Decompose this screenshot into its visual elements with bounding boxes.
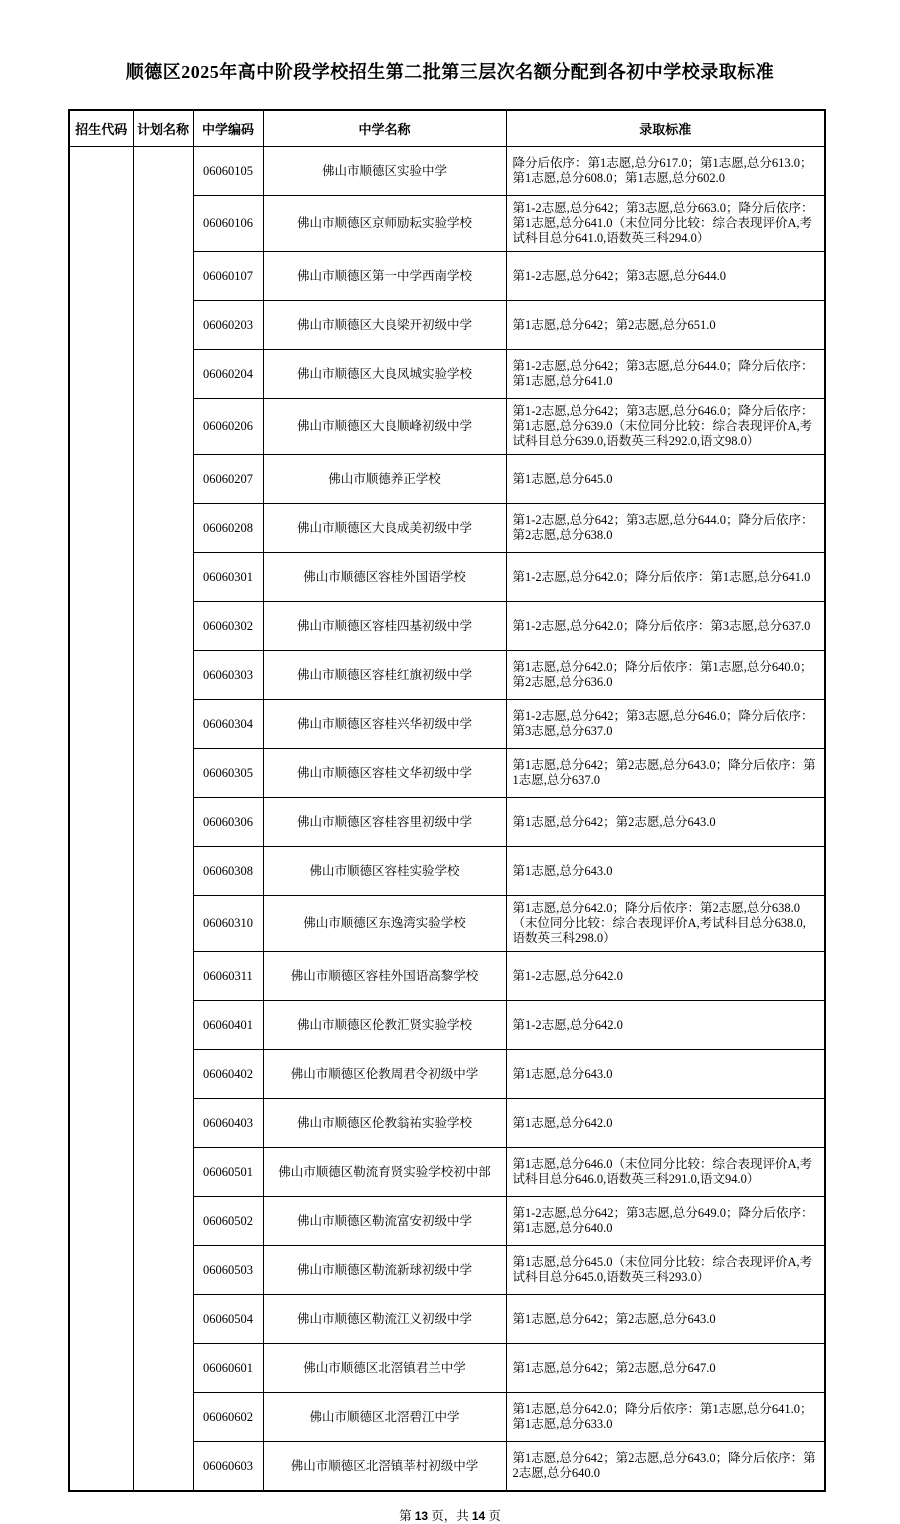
school-name-cell: 佛山市顺德区北滘镇君兰中学 [263, 1344, 506, 1393]
header-school-name: 中学名称 [263, 110, 506, 147]
school-code-cell: 06060403 [193, 1099, 263, 1148]
header-admission-standard: 录取标准 [506, 110, 825, 147]
admission-standard-cell: 第1志愿,总分645.0（末位同分比较：综合表现评价A,考试科目总分645.0,语数英三科293.0） [506, 1246, 825, 1295]
admission-standard-cell: 降分后依序：第1志愿,总分617.0；第1志愿,总分613.0；第1志愿,总分608.0；第1志愿,总分602.0 [506, 147, 825, 196]
footer-page-prefix: 第 [399, 1509, 415, 1523]
school-name-cell: 佛山市顺德区大良梁开初级中学 [263, 301, 506, 350]
school-name-cell: 佛山市顺德区容桂容里初级中学 [263, 798, 506, 847]
school-code-cell: 06060306 [193, 798, 263, 847]
table-header [69, 110, 825, 147]
school-name-cell: 佛山市顺德区容桂四基初级中学 [263, 602, 506, 651]
school-name-cell: 佛山市顺德区实验中学 [263, 147, 506, 196]
school-code-cell: 06060502 [193, 1197, 263, 1246]
footer-page-middle: 页，共 [428, 1509, 472, 1523]
admission-standard-cell: 第1志愿,总分642.0；降分后依序：第1志愿,总分641.0；第1志愿,总分633.0 [506, 1393, 825, 1442]
admission-standard-cell: 第1志愿,总分642；第2志愿,总分643.0 [506, 798, 825, 847]
school-code-cell: 06060303 [193, 651, 263, 700]
page-footer [0, 1506, 900, 1524]
school-name-cell: 佛山市顺德区东逸湾实验学校 [263, 896, 506, 952]
footer-page-suffix: 页 [485, 1509, 501, 1523]
school-name-cell: 佛山市顺德区勒流育贤实验学校初中部 [263, 1148, 506, 1197]
school-code-cell: 06060308 [193, 847, 263, 896]
header-school-code: 中学编码 [193, 110, 263, 147]
admission-standard-cell: 第1-2志愿,总分642.0；降分后依序：第1志愿,总分641.0 [506, 553, 825, 602]
admission-standard-cell: 第1志愿,总分645.0 [506, 455, 825, 504]
school-name-cell: 佛山市顺德区大良成美初级中学 [263, 504, 506, 553]
school-code-cell: 06060501 [193, 1148, 263, 1197]
school-name-cell: 佛山市顺德区勒流江义初级中学 [263, 1295, 506, 1344]
admission-standards-table [68, 109, 826, 1492]
school-code-cell: 06060302 [193, 602, 263, 651]
school-code-cell: 06060107 [193, 252, 263, 301]
school-name-cell: 佛山市顺德区容桂兴华初级中学 [263, 700, 506, 749]
table-header-row [69, 110, 825, 147]
admission-standard-cell: 第1志愿,总分642；第2志愿,总分651.0 [506, 301, 825, 350]
school-code-cell: 06060301 [193, 553, 263, 602]
enroll-code-cell [69, 147, 133, 1492]
admission-standard-cell: 第1志愿,总分643.0 [506, 847, 825, 896]
admission-standard-cell: 第1志愿,总分642；第2志愿,总分643.0；降分后依序：第1志愿,总分637.0 [506, 749, 825, 798]
school-code-cell: 06060207 [193, 455, 263, 504]
school-code-cell: 06060106 [193, 196, 263, 252]
admission-standard-cell: 第1-2志愿,总分642；第3志愿,总分663.0；降分后依序：第1志愿,总分641.0（末位同分比较：综合表现评价A,考试科目总分641.0,语数英三科294.0） [506, 196, 825, 252]
admission-standard-cell: 第1-2志愿,总分642；第3志愿,总分644.0 [506, 252, 825, 301]
admission-standard-cell: 第1-2志愿,总分642；第3志愿,总分646.0；降分后依序：第3志愿,总分637.0 [506, 700, 825, 749]
school-name-cell: 佛山市顺德区容桂实验学校 [263, 847, 506, 896]
school-code-cell: 06060402 [193, 1050, 263, 1099]
admission-standard-cell: 第1志愿,总分642.0；降分后依序：第2志愿,总分638.0（末位同分比较：综合表现评价A,考试科目总分638.0,语数英三科298.0） [506, 896, 825, 952]
school-code-cell: 06060105 [193, 147, 263, 196]
school-name-cell: 佛山市顺德区大良凤城实验学校 [263, 350, 506, 399]
school-name-cell: 佛山市顺德区勒流富安初级中学 [263, 1197, 506, 1246]
school-name-cell: 佛山市顺德区容桂外国语学校 [263, 553, 506, 602]
school-name-cell: 佛山市顺德区北滘镇莘村初级中学 [263, 1442, 506, 1492]
school-name-cell: 佛山市顺德区京师励耘实验学校 [263, 196, 506, 252]
admission-standard-cell: 第1志愿,总分643.0 [506, 1050, 825, 1099]
school-code-cell: 06060601 [193, 1344, 263, 1393]
admission-standard-cell: 第1志愿,总分642；第2志愿,总分647.0 [506, 1344, 825, 1393]
school-code-cell: 06060503 [193, 1246, 263, 1295]
school-name-cell: 佛山市顺德区伦教汇贤实验学校 [263, 1001, 506, 1050]
admission-standard-cell: 第1志愿,总分642.0；降分后依序：第1志愿,总分640.0；第2志愿,总分636.0 [506, 651, 825, 700]
plan-name-cell [133, 147, 193, 1492]
school-name-cell: 佛山市顺德区勒流新球初级中学 [263, 1246, 506, 1295]
admission-standard-cell: 第1志愿,总分642；第2志愿,总分643.0；降分后依序：第2志愿,总分640.0 [506, 1442, 825, 1492]
school-code-cell: 06060603 [193, 1442, 263, 1492]
school-code-cell: 06060401 [193, 1001, 263, 1050]
school-code-cell: 06060203 [193, 301, 263, 350]
school-code-cell: 06060602 [193, 1393, 263, 1442]
school-name-cell: 佛山市顺德养正学校 [263, 455, 506, 504]
school-code-cell: 06060204 [193, 350, 263, 399]
header-enroll-code: 招生代码 [69, 110, 133, 147]
school-name-cell: 佛山市顺德区第一中学西南学校 [263, 252, 506, 301]
admission-standard-cell: 第1-2志愿,总分642.0；降分后依序：第3志愿,总分637.0 [506, 602, 825, 651]
admission-standard-cell: 第1-2志愿,总分642；第3志愿,总分644.0；降分后依序：第1志愿,总分641.0 [506, 350, 825, 399]
admission-standard-cell: 第1-2志愿,总分642.0 [506, 1001, 825, 1050]
header-plan-name: 计划名称 [133, 110, 193, 147]
footer-page-number: 13 [414, 1509, 429, 1523]
admission-standard-cell: 第1志愿,总分642；第2志愿,总分643.0 [506, 1295, 825, 1344]
school-code-cell: 06060304 [193, 700, 263, 749]
school-name-cell: 佛山市顺德区伦教周君令初级中学 [263, 1050, 506, 1099]
admission-standard-cell: 第1-2志愿,总分642.0 [506, 952, 825, 1001]
admission-standard-cell: 第1-2志愿,总分642；第3志愿,总分646.0；降分后依序：第1志愿,总分639.0（末位同分比较：综合表现评价A,考试科目总分639.0,语数英三科292.0,语文98.0） [506, 399, 825, 455]
school-code-cell: 06060504 [193, 1295, 263, 1344]
footer-total-pages: 14 [471, 1509, 486, 1523]
admission-standard-cell: 第1-2志愿,总分642；第3志愿,总分649.0；降分后依序：第1志愿,总分640.0 [506, 1197, 825, 1246]
school-code-cell: 06060208 [193, 504, 263, 553]
school-name-cell: 佛山市顺德区北滘碧江中学 [263, 1393, 506, 1442]
school-name-cell: 佛山市顺德区容桂外国语高黎学校 [263, 952, 506, 1001]
school-name-cell: 佛山市顺德区大良顺峰初级中学 [263, 399, 506, 455]
school-name-cell: 佛山市顺德区伦教翁祐实验学校 [263, 1099, 506, 1148]
table-row [69, 147, 825, 196]
admission-standard-cell: 第1志愿,总分642.0 [506, 1099, 825, 1148]
page-title: 顺德区2025年高中阶段学校招生第二批第三层次名额分配到各初中学校录取标准 [125, 62, 775, 82]
admission-standard-cell: 第1志愿,总分646.0（末位同分比较：综合表现评价A,考试科目总分646.0,语数英三科291.0,语文94.0） [506, 1148, 825, 1197]
school-name-cell: 佛山市顺德区容桂红旗初级中学 [263, 651, 506, 700]
school-code-cell: 06060311 [193, 952, 263, 1001]
school-code-cell: 06060310 [193, 896, 263, 952]
admission-standard-cell: 第1-2志愿,总分642；第3志愿,总分644.0；降分后依序：第2志愿,总分638.0 [506, 504, 825, 553]
school-code-cell: 06060206 [193, 399, 263, 455]
table-body [69, 147, 825, 1492]
school-code-cell: 06060305 [193, 749, 263, 798]
school-name-cell: 佛山市顺德区容桂文华初级中学 [263, 749, 506, 798]
